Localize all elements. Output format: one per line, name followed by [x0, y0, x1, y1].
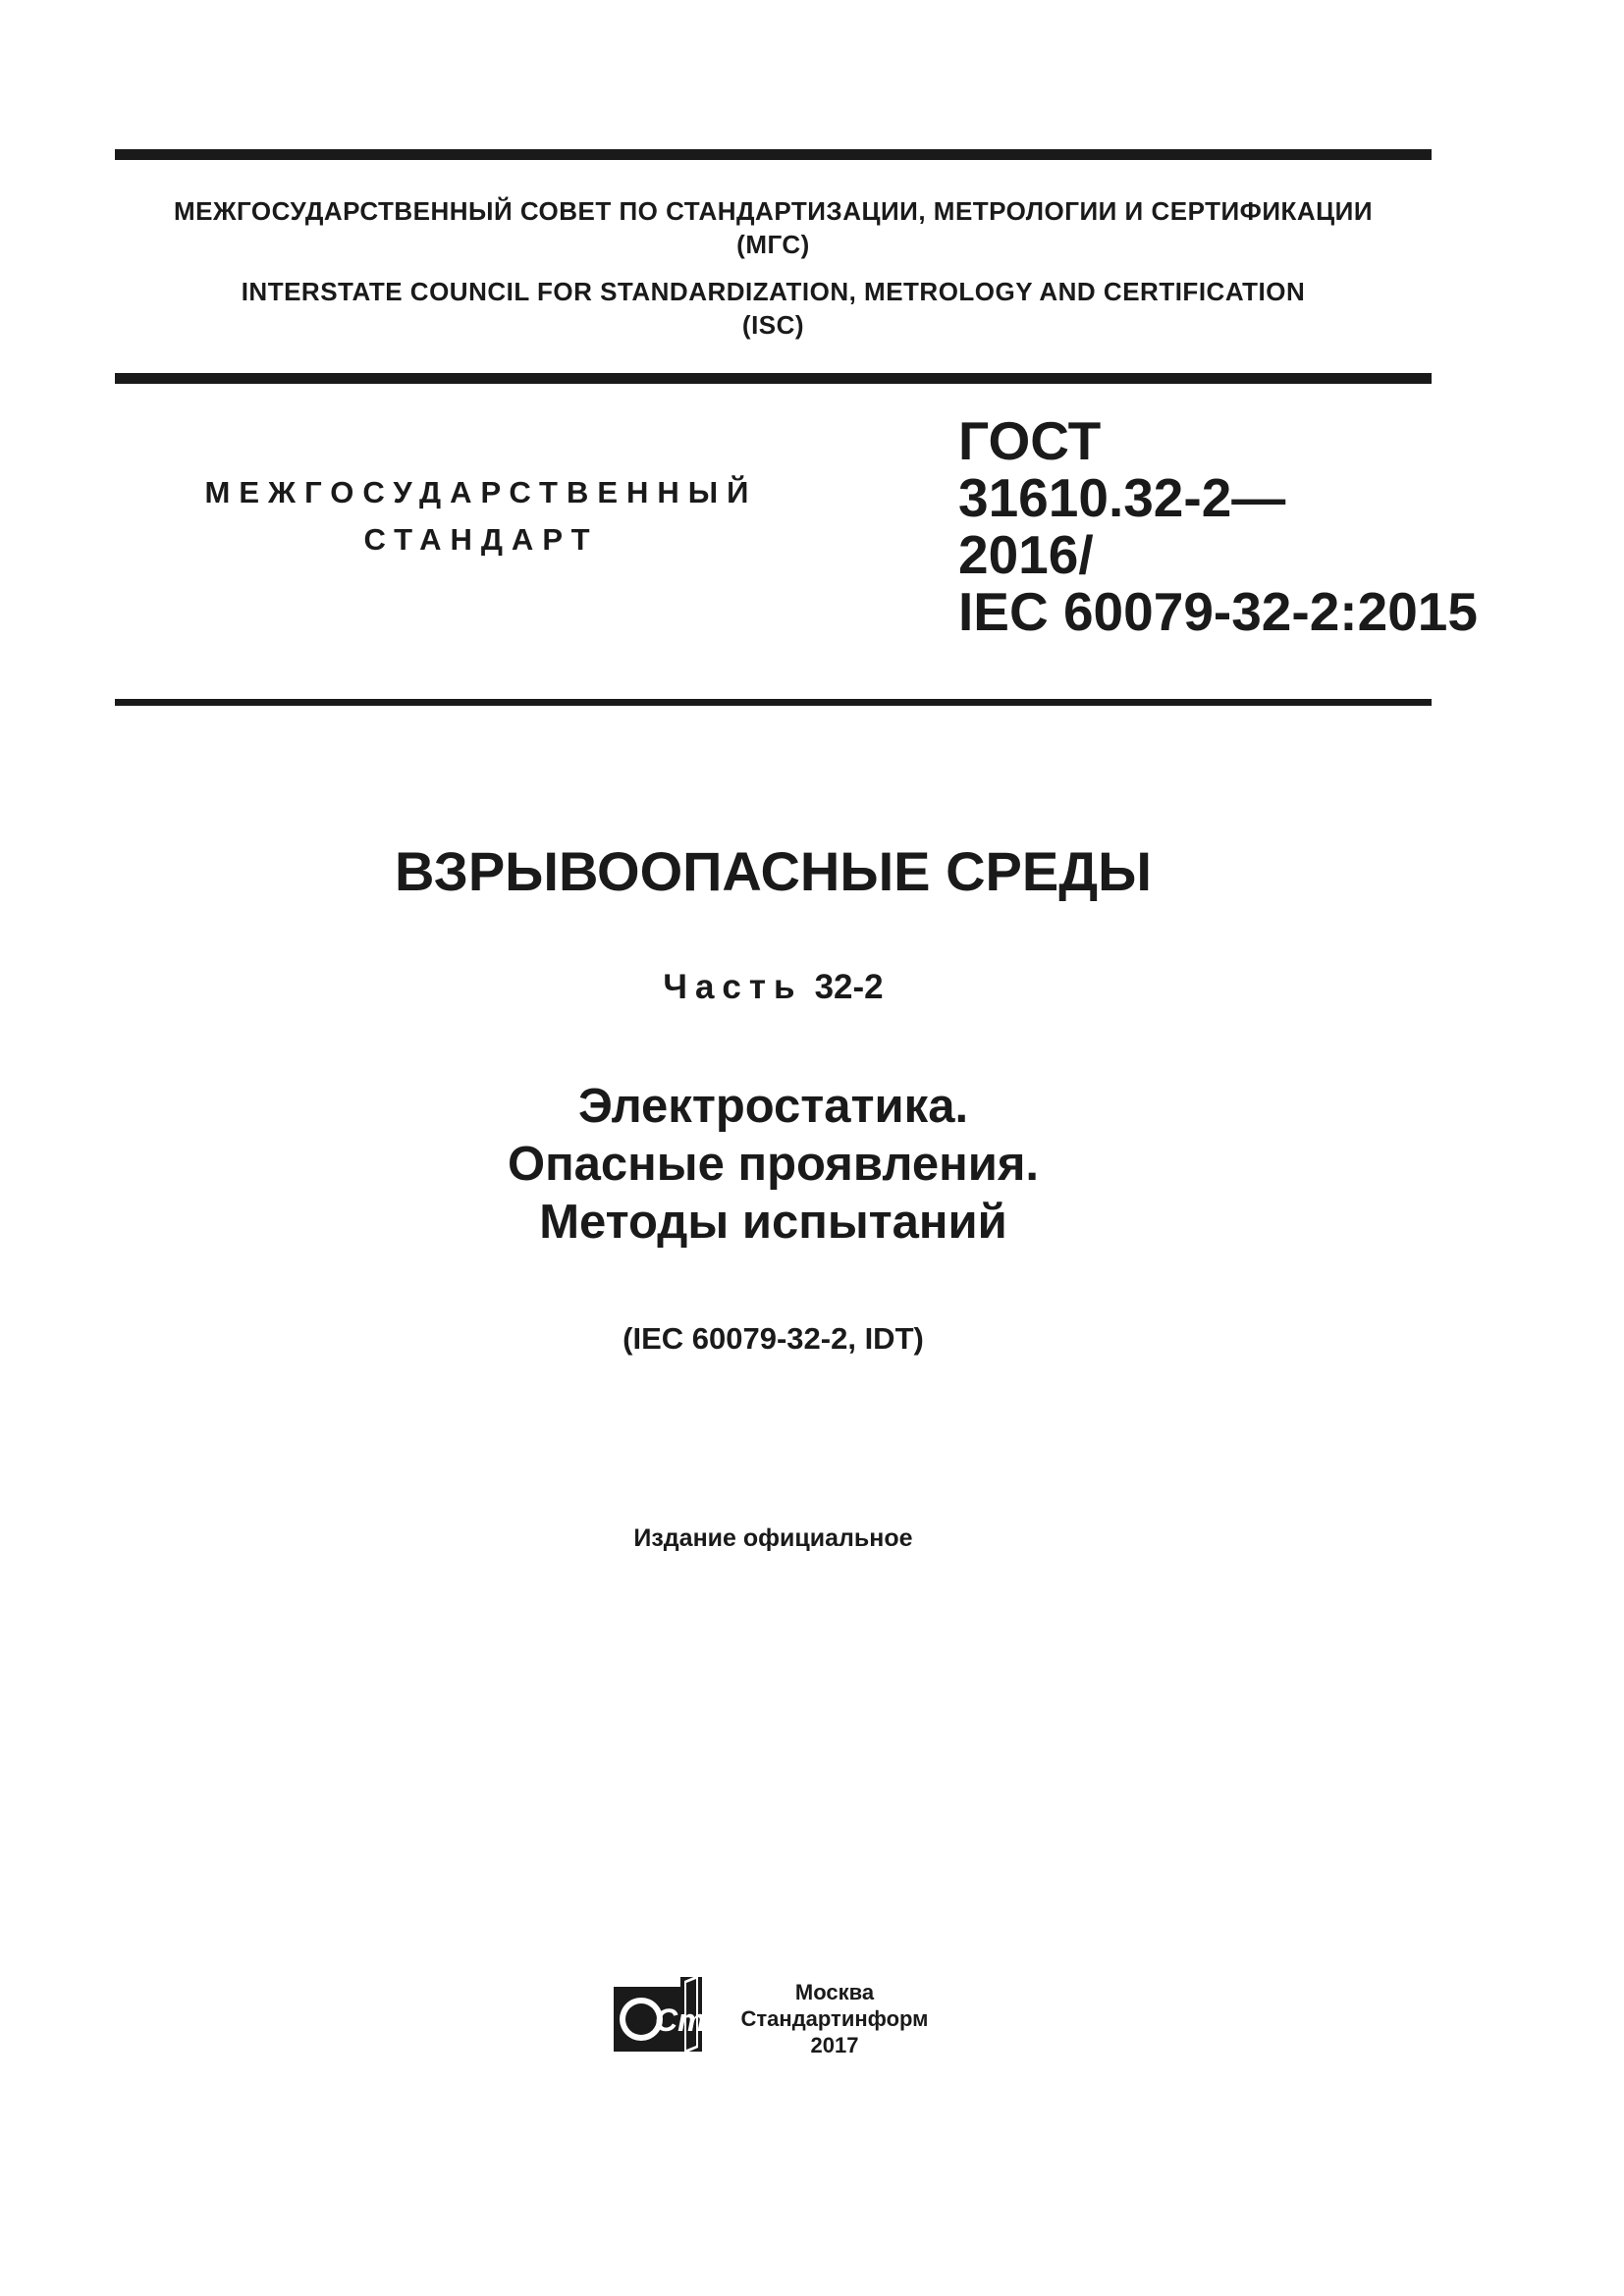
edition-note: Издание официальное: [633, 1524, 913, 1552]
publisher-block: [727, 1979, 943, 2058]
publisher-year: 2017: [810, 2033, 859, 2057]
designation-line3: 2016/: [958, 524, 1094, 585]
subtitle-line1: Электростатика.: [577, 1080, 969, 1133]
standard-designation: [958, 410, 1478, 642]
designation-line1: ГОСТ: [958, 410, 1102, 471]
subtitle-line3: Методы испытаний: [539, 1196, 1007, 1249]
council-name-en: INTERSTATE COUNCIL FOR STANDARDIZATION, METROLOGY AND CERTIFICATION: [241, 277, 1306, 306]
document-subtitle: [115, 1078, 1432, 1252]
top-rule: [115, 149, 1432, 160]
council-name-ru: МЕЖГОСУДАРСТВЕННЫЙ СОВЕТ ПО СТАНДАРТИЗАЦИИ, МЕТРОЛОГИИ И СЕРТИФИКАЦИИ: [173, 196, 1374, 226]
part-label: [115, 966, 1432, 1009]
standard-kind-line1: МЕЖГОСУДАРСТВЕННЫЙ: [204, 475, 758, 509]
standard-kind-line2: СТАНДАРТ: [363, 522, 599, 557]
header-rule: [115, 373, 1432, 384]
svg-text:СтИ: СтИ: [655, 2002, 729, 2038]
publisher-name: Стандартинформ: [740, 2006, 929, 2031]
identity-note: (IEC 60079-32-2, IDT): [623, 1321, 924, 1356]
council-abbr-ru: (МГС): [736, 230, 810, 259]
council-header: [115, 194, 1432, 342]
document-title: ВЗРЫВООПАСНЫЕ СРЕДЫ: [395, 840, 1152, 902]
council-abbr-en: (ISC): [741, 310, 805, 340]
standard-kind: [187, 469, 776, 563]
designation-line2: 31610.32-2—: [958, 467, 1286, 528]
part-word: Часть: [663, 968, 803, 1006]
subtitle-line2: Опасные проявления.: [507, 1138, 1040, 1191]
publisher-city: Москва: [794, 1980, 875, 2004]
standartinform-logo-icon: [612, 1975, 729, 2054]
designation-rule: [115, 699, 1432, 706]
part-number: 32-2: [814, 968, 884, 1006]
designation-line4: IEC 60079-32-2:2015: [958, 581, 1478, 642]
